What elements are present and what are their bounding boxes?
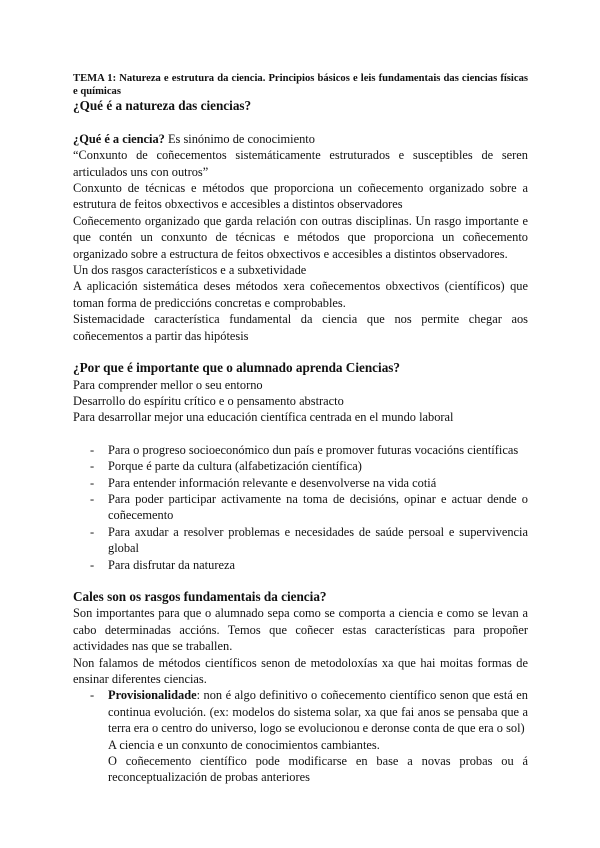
paragraph: Conxunto de técnicas e métodos que proporciona un coñecemento organizado sobre a estrutura de feitos obxectivos e accesibles a distintos observadores <box>73 181 528 212</box>
line: Desarrollo do espíritu crítico e o pensamento abstracto <box>73 393 344 408</box>
list-item: - Porque é parte da cultura (alfabetización científica) <box>73 458 528 474</box>
list-item-provisionality <box>73 687 528 736</box>
line: Para desarrollar mejor una educación científica centrada en el mundo laboral <box>73 410 454 425</box>
list-item: - Para axudar a resolver problemas e necesidades de saúde persoal e supervivencia global <box>73 524 528 557</box>
paragraph: Non falamos de métodos científicos senon de metodoloxías xa que hai moitas formas de ensinar diferentes ciencias. <box>73 655 528 686</box>
question-rest: Es sinónimo de conocimiento <box>164 131 315 146</box>
list-item: - Para poder participar activamente na toma de decisións, opinar e actuar dende o coñecemento <box>73 491 528 524</box>
section-heading-nature: ¿Qué é a natureza das ciencias? <box>73 98 252 114</box>
question-bold: ¿Qué é a ciencia? <box>73 131 165 146</box>
paragraph: Coñecemento organizado que garda relación con outras disciplinas. Un rasgo importante e que contén un conxunto de técnicas e métodos que proporciona un coñecemento organizado sobre a estructura de feitos obxectivos e accesibles a distintos observadores. <box>73 213 528 261</box>
sub-line: A ciencia e un conxunto de conocimientos cambiantes. <box>108 737 380 752</box>
paragraph: Son importantes para que o alumnado sepa como se comporta a ciencia e como se levan a cabo determinadas accións. Temos que coñecer estas características para propoñer actividades nas que se traballen. <box>73 606 528 654</box>
sub-line: O coñecemento científico pode modificarse en base a novas probas ou á reconceptualización de probas anteriores <box>108 754 528 785</box>
list-item: - Para o progreso socioeconómico dun país e promover futuras vocacións científicas <box>73 442 528 458</box>
paragraph: “Conxunto de coñecementos sistemáticamente estruturados e susceptibles de seren articulados uns con outros” <box>73 148 528 179</box>
section-heading-importance: ¿Por que é importante que o alumnado aprenda Ciencias? <box>73 360 401 376</box>
question-what-is-science <box>73 131 528 147</box>
features-list <box>73 687 528 736</box>
paragraph: A aplicación sistemática deses métodos xera coñecementos obxectivos (científicos) que toman forma de prediccións concretas e comprobables. <box>73 279 528 310</box>
importance-list <box>73 442 528 573</box>
paragraph: Sistemacidade característica fundamental da ciencia que nos permite chegar aos coñecementos a partir das hipótesis <box>73 312 528 343</box>
line: Para comprender mellor o seu entorno <box>73 377 263 392</box>
section-heading-features: Cales son os rasgos fundamentais da ciencia? <box>73 588 327 604</box>
document-title: TEMA 1: Natureza e estrutura da ciencia. Principios básicos e leis fundamentais das ciencias físicas e químicas <box>73 73 528 98</box>
list-item: - Para disfrutar da natureza <box>73 557 528 573</box>
term-description: : non é algo definitivo o coñecemento científico senon que está en continua evolución. (ex: modelos do sistema solar, xa que fai anos se pensaba que a terra era o centro do universo, logo se evolucionou e deronse conta de que era o sol) <box>108 688 528 736</box>
document-body <box>73 72 528 786</box>
paragraph: Un dos rasgos característicos e a subxetividade <box>73 263 307 278</box>
term-bold: Provisionalidade <box>108 688 197 703</box>
list-item: - Para entender información relevante e desenvolverse na vida cotiá <box>73 475 528 491</box>
